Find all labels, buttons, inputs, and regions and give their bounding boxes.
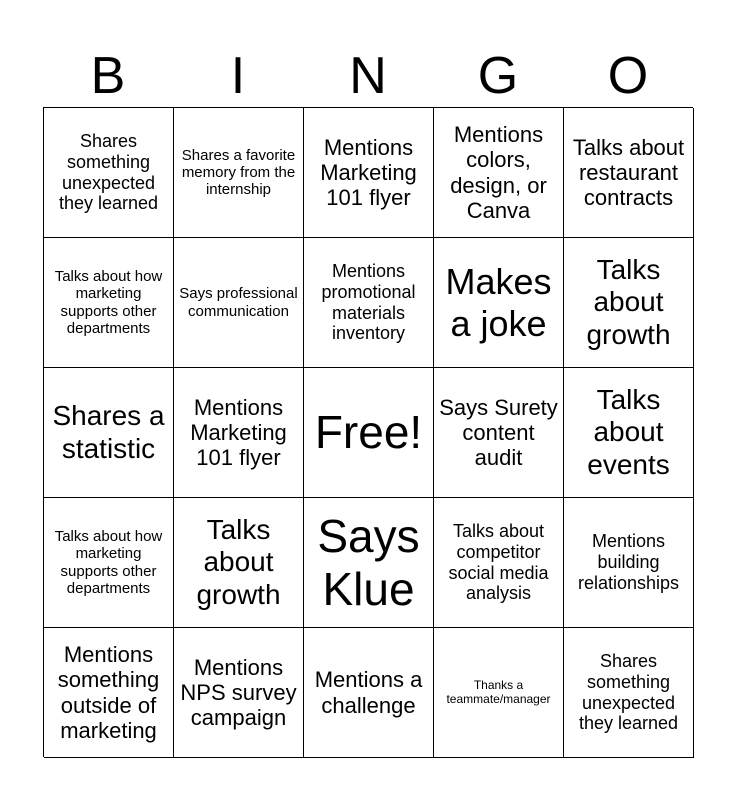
bingo-cell-2[interactable]: Shares a favorite memory from the internship <box>174 108 304 238</box>
bingo-cell-23[interactable]: Mentions a challenge <box>304 628 434 758</box>
bingo-cell-19[interactable]: Talks about competitor social media analysis <box>434 498 564 628</box>
bingo-cell-8[interactable]: Mentions promotional materials inventory <box>304 238 434 368</box>
header-letter-g: G <box>477 47 519 105</box>
bingo-cell-4[interactable]: Mentions colors, design, or Canva <box>434 108 564 238</box>
header-letter-i: I <box>230 47 246 105</box>
bingo-board <box>43 107 693 757</box>
bingo-cell-14[interactable]: Says Surety content audit <box>434 368 564 498</box>
bingo-cell-11[interactable]: Shares a statistic <box>44 368 174 498</box>
bingo-cell-17[interactable]: Talks about growth <box>174 498 304 628</box>
bingo-cell-25[interactable]: Shares something unexpected they learned <box>564 628 694 758</box>
header-letter-o: O <box>607 47 649 105</box>
bingo-cell-21[interactable]: Mentions something outside of marketing <box>44 628 174 758</box>
bingo-cell-20[interactable]: Mentions building relationships <box>564 498 694 628</box>
bingo-cell-9[interactable]: Makes a joke <box>434 238 564 368</box>
bingo-cell-18[interactable]: Says Klue <box>304 498 434 628</box>
header-letter-n: N <box>349 47 387 105</box>
bingo-cell-5[interactable]: Talks about restaurant contracts <box>564 108 694 238</box>
bingo-cell-22[interactable]: Mentions NPS survey campaign <box>174 628 304 758</box>
bingo-cell-15[interactable]: Talks about events <box>564 368 694 498</box>
bingo-cell-10[interactable]: Talks about growth <box>564 238 694 368</box>
bingo-cell-12[interactable]: Mentions Marketing 101 flyer <box>174 368 304 498</box>
header-letter-b: B <box>90 47 126 105</box>
bingo-cell-free[interactable]: Free! <box>304 368 434 498</box>
bingo-cell-3[interactable]: Mentions Marketing 101 flyer <box>304 108 434 238</box>
bingo-header <box>43 46 693 106</box>
bingo-cell-16[interactable]: Talks about how marketing supports other departments <box>44 498 174 628</box>
bingo-cell-6[interactable]: Talks about how marketing supports other departments <box>44 238 174 368</box>
bingo-cell-24[interactable]: Thanks a teammate/manager <box>434 628 564 758</box>
bingo-cell-1[interactable]: Shares something unexpected they learned <box>44 108 174 238</box>
bingo-cell-7[interactable]: Says professional communication <box>174 238 304 368</box>
